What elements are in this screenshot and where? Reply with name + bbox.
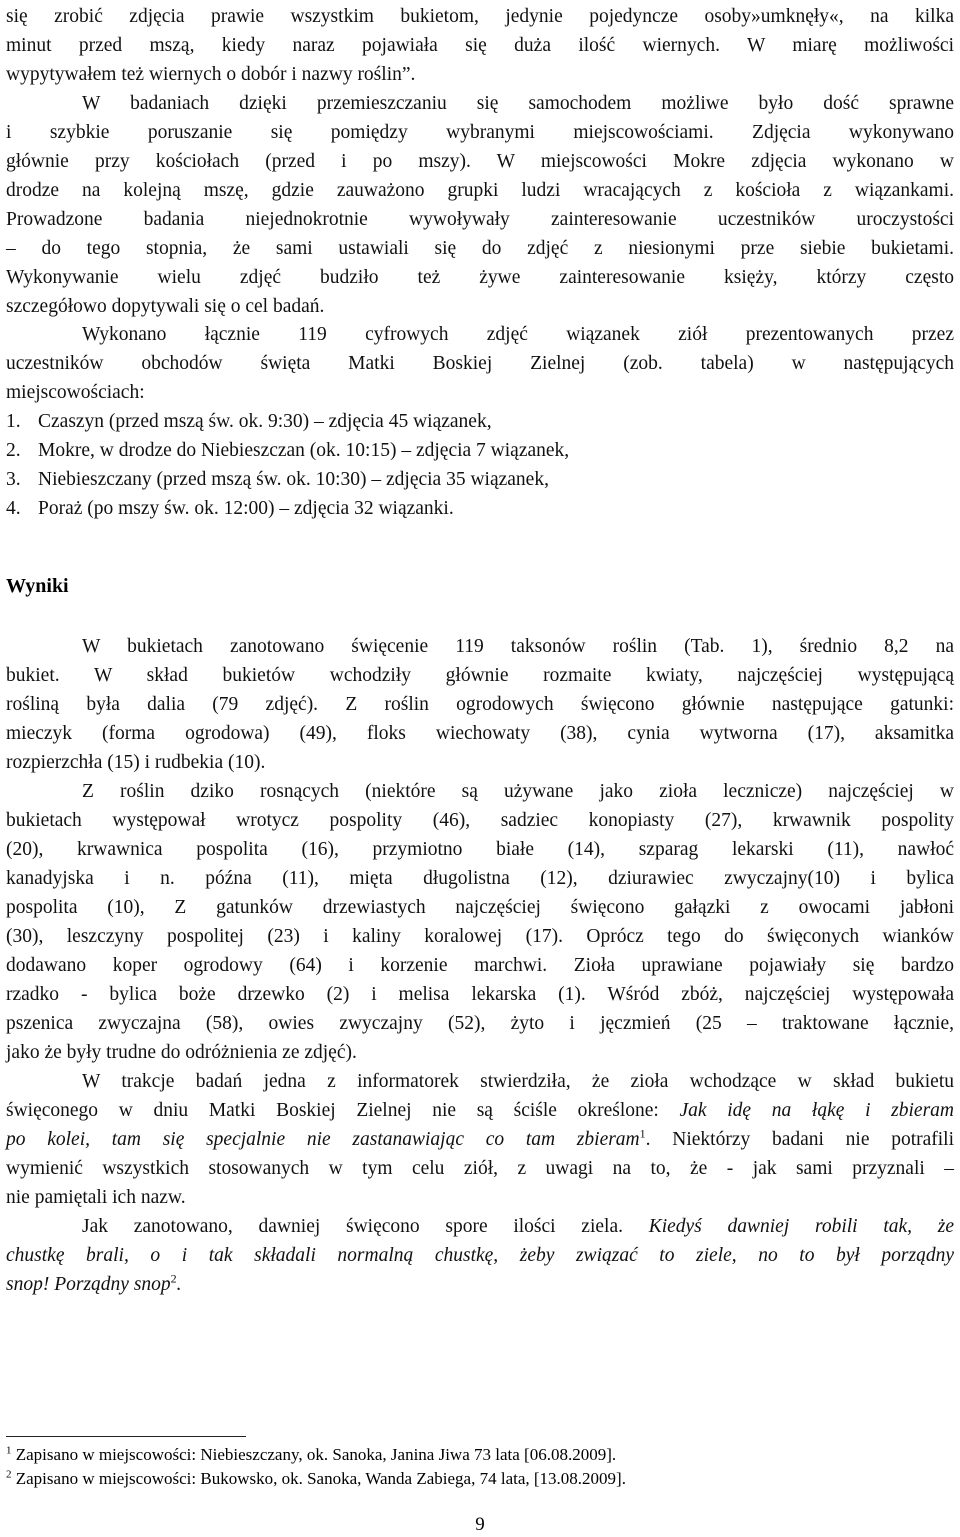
list-number: 4. [6, 498, 21, 519]
text-line: głównie przy kościołach (przed i po mszy). W miejscowości Mokre zdjęcia wykonano w [6, 151, 954, 172]
text-line: bukiet. W skład bukietów wchodziły głównie rozmaite kwiaty, najczęściej występującą [6, 665, 954, 686]
footnote-text: Zapisano w miejscowości: Niebieszczany, ok. Sanoka, Janina Jiwa 73 lata [06.08.2009]. [15, 1445, 617, 1464]
text-line: nie pamiętali ich nazw. [6, 1187, 186, 1208]
text-line: pospolita (10), Z gatunków drzewiastych najczęściej święcono gałązki z owocami jabłoni [6, 897, 954, 918]
text-line: jako że były trudne do odróżnienia ze zdjęć). [6, 1042, 357, 1063]
text-line: mieczyk (forma ogrodowa) (49), floks wiechowaty (38), cynia wytworna (17), aksamitka [6, 723, 954, 744]
method-paragraph [6, 89, 954, 321]
list-number: 1. [6, 411, 21, 432]
quote-text: chustkę brali, o i tak składali normalną chustkę, żeby związać to ziele, no to był porządny [6, 1245, 954, 1266]
footnote [6, 1444, 616, 1466]
list-number: 2. [6, 440, 21, 461]
results-section [6, 632, 954, 1299]
footnote-mark: 1 [6, 1444, 12, 1457]
list-item [6, 436, 954, 465]
text-span: święconego w dniu Matki Boskiej Zielnej nie są ściśle określone: [6, 1100, 680, 1121]
list-item [6, 407, 954, 436]
results-paragraph-3 [6, 1067, 954, 1212]
footnote-ref: 2 [170, 1271, 177, 1286]
footnote-divider [6, 1436, 246, 1437]
quote-text: snop! Porządny snop [6, 1274, 171, 1295]
quote-text: . [176, 1274, 182, 1295]
text-span: Jak zanotowano, dawniej święcono spore ilości ziela. [82, 1216, 649, 1237]
text-line: miejscowościach: [6, 382, 145, 403]
intro-paragraph [6, 2, 954, 89]
text-line: minut przed mszą, kiedy naraz pojawiała się duża ilość wiernych. W miarę możliwości [6, 35, 954, 56]
text-line: W bukietach zanotowano święcenie 119 taksonów roślin (Tab. 1), średnio 8,2 na [82, 636, 954, 657]
text-line: Wykonano łącznie 119 cyfrowych zdjęć wiązanek ziół prezentowanych przez [82, 324, 954, 345]
list-text: Niebieszczany (przed mszą św. ok. 10:30) – zdjęcia 35 wiązanek, [38, 469, 549, 490]
page-number: 9 [475, 1514, 485, 1535]
footnote [6, 1468, 626, 1490]
locations-list [6, 407, 954, 523]
text-span: . Niektórzy badani nie potrafili [645, 1129, 955, 1150]
text-line: (20), krwawnica pospolita (16), przymiotno białe (14), szparag lekarski (11), nawłoć [6, 839, 954, 860]
list-item [6, 465, 954, 494]
text-line: Prowadzone badania niejednokrotnie wywoływały zainteresowanie uczestników uroczystości [6, 209, 954, 230]
text-line [6, 1096, 954, 1125]
text-line: pszenica zwyczajna (58), owies zwyczajny (52), żyto i jęczmień (25 – traktowane łącznie, [6, 1013, 954, 1034]
text-line: dodawano koper ogrodowy (64) i korzenie marchwi. Zioła uprawiane pojawiały się bardzo [6, 955, 954, 976]
count-paragraph [6, 320, 954, 407]
list-text: Czaszyn (przed mszą św. ok. 9:30) – zdjęcia 45 wiązanek, [38, 411, 492, 432]
results-paragraph-4 [6, 1212, 954, 1299]
section-heading: Wyniki [6, 575, 69, 597]
text-line: W trakcje badań jedna z informatorek stwierdziła, że zioła wchodzące w skład bukietu [82, 1071, 954, 1092]
quote-text: po kolei, tam się specjalnie nie zastanawiając co tam zbieram [6, 1129, 640, 1150]
text-line: (30), leszczyny pospolitej (23) i kaliny koralowej (17). Oprócz tego do święconych wianków [6, 926, 954, 947]
list-text: Mokre, w drodze do Niebieszczan (ok. 10:15) – zdjęcia 7 wiązanek, [38, 440, 570, 461]
text-line [6, 1125, 954, 1154]
text-line: Wykonywanie wielu zdjęć budziło też żywe zainteresowanie księży, którzy często [6, 267, 954, 288]
footnote-text: Zapisano w miejscowości: Bukowsko, ok. Sanoka, Wanda Zabiega, 74 lata, [13.08.2009]. [15, 1469, 626, 1488]
quote-text: Kiedyś dawniej robili tak, że [648, 1216, 954, 1237]
text-line: uczestników obchodów święta Matki Boskiej Zielnej (zob. tabela) w następujących [6, 353, 954, 374]
text-line [6, 1241, 954, 1270]
text-line: – do tego stopnia, że sami ustawiali się do zdjęć z niesionymi prze siebie bukietami. [6, 238, 954, 259]
text-line: wymienić wszystkich stosowanych w tym celu ziół, z uwagi na to, że - jak sami przyznali – [6, 1158, 954, 1179]
results-paragraph-2 [6, 777, 954, 1067]
text-line: kanadyjska i n. późna (11), mięta długolistna (12), dziurawiec zwyczajny(10) i bylica [6, 868, 954, 889]
text-line: Z roślin dziko rosnących (niektóre są używane jako zioła lecznicze) najczęściej w [82, 781, 954, 802]
text-line: rośliną była dalia (79 zdjęć). Z roślin ogrodowych święcono głównie następujące gatunki: [6, 694, 954, 715]
text-line: bukietach występował wrotycz pospolity (46), sadziec konopiasty (27), krwawnik pospolity [6, 810, 954, 831]
text-line: drodze na kolejną mszę, gdzie zauważono grupki ludzi wracających z kościoła z wiązankami. [6, 180, 954, 201]
text-line [6, 1212, 954, 1241]
text-line: W badaniach dzięki przemieszczaniu się samochodem możliwe było dość sprawne [82, 93, 954, 114]
text-line: rzadko - bylica boże drzewko (2) i melisa lekarska (1). Wśród zbóż, najczęściej występowała [6, 984, 954, 1005]
text-line: wypytywałem też wiernych o dobór i nazwy roślin”. [6, 64, 416, 85]
footnote-ref: 1 [639, 1126, 646, 1141]
list-item [6, 494, 954, 523]
text-line: szczegółowo dopytywali się o cel badań. [6, 296, 325, 317]
text-line [6, 1270, 954, 1299]
list-number: 3. [6, 469, 21, 490]
footnote-mark: 2 [6, 1468, 12, 1481]
list-text: Poraż (po mszy św. ok. 12:00) – zdjęcia 32 wiązanki. [38, 498, 454, 519]
results-paragraph-1 [6, 632, 954, 777]
text-line: się zrobić zdjęcia prawie wszystkim bukietom, jedynie pojedyncze osoby»umknęły«, na kilka [6, 6, 954, 27]
text-line: i szybkie poruszanie się pomiędzy wybranymi miejscowościami. Zdjęcia wykonywano [6, 122, 954, 143]
text-line: rozpierzchła (15) i rudbekia (10). [6, 752, 266, 773]
quote-text: Jak idę na łąkę i zbieram [679, 1100, 954, 1121]
